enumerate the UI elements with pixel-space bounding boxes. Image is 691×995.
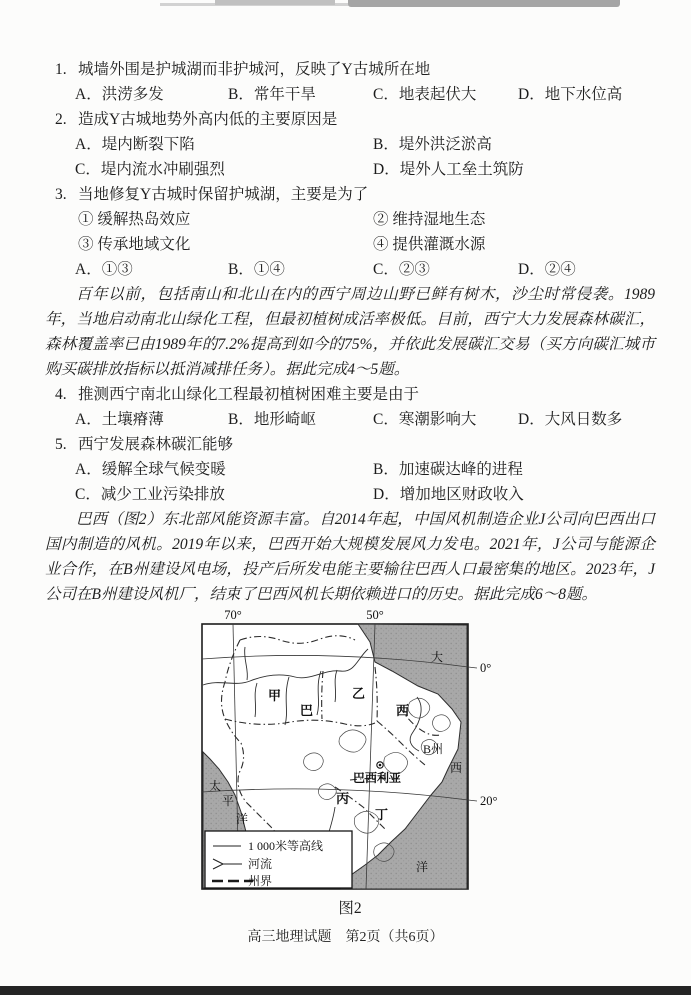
- question-1-stem: [55, 57, 655, 82]
- atlantic-char-1: 大: [431, 650, 444, 664]
- page-content: [45, 57, 655, 920]
- option-a: A．洪涝多发: [75, 86, 164, 103]
- question-5: [45, 432, 655, 507]
- question-3-subitems: [78, 207, 655, 257]
- pacific-char-3: 洋: [236, 812, 249, 826]
- region-bing-label: 丙: [336, 791, 350, 806]
- option-b: B．①④: [228, 261, 285, 278]
- state-b-label: B州: [423, 742, 444, 756]
- pacific-char-2: 平: [222, 794, 235, 808]
- atlantic-char-3: 洋: [416, 860, 429, 874]
- legend-contour-label: 1 000米等高线: [248, 839, 324, 853]
- region-jia-label: 甲: [268, 688, 282, 703]
- subitem-2: ② 维持湿地生态: [373, 211, 486, 228]
- lat-0-label: 0°: [480, 661, 492, 675]
- map-legend: [205, 831, 352, 888]
- question-4-options: [75, 407, 655, 432]
- question-1: [45, 57, 655, 107]
- option-b: B．地形崎岖: [228, 411, 316, 428]
- pacific-char-1: 太: [209, 779, 222, 793]
- option-d: D．堤外人工垒土筑防: [373, 161, 524, 178]
- country-ba-label: 巴: [300, 703, 314, 718]
- lon-70-label: 70°: [224, 608, 242, 622]
- country-xi-label: 西: [396, 703, 410, 718]
- option-d: D．②④: [518, 261, 576, 278]
- option-a: A．缓解全球气候变暖: [75, 461, 226, 478]
- scan-artifact-top: [215, 0, 335, 5]
- passage-xining: 百年以前，包括南山和北山在内的西宁周边山野已鲜有树木，沙尘时常侵袭。1989年，当地启动南北山绿化工程，但最初植树成活率极低。目前，西宁大力发展森林碳汇，森林覆盖率已由1989年的7.2%提高到如今的75%，并依此发展碳汇交易（买方向碳汇城市购买碳排放指标以抵消减排任务）。据此完成4～5题。: [45, 286, 655, 378]
- question-3: [45, 182, 655, 282]
- option-d: D．大风日数多: [518, 411, 623, 428]
- capital-label: 巴西利亚: [353, 771, 402, 785]
- lat-20-label: 20°: [480, 794, 498, 808]
- region-ding-label: 丁: [375, 807, 389, 822]
- passage-brazil: 巴西（图2）东北部风能资源丰富。自2014年起，中国风机制造企业J公司向巴西出口国内制造的风机。2019年以来，巴西开始大规模发展风力发电。2021年，J公司与能源企业合作，在B州建设风电场，投产后所发电能主要输往巴西人口最密集的地区。2023年，J公司在B州建设风机厂，结束了巴西风机长期依赖进口的历史。据此完成6～8题。: [45, 511, 655, 603]
- option-a: A．土壤瘠薄: [75, 411, 164, 428]
- legend-river-label: 河流: [248, 857, 273, 871]
- question-5-stem: [55, 432, 655, 457]
- question-3-text: 当地修复Y古城时保留护城湖，主要是为了: [78, 186, 369, 203]
- question-2-options: [75, 132, 655, 182]
- option-d: D．地下水位高: [518, 86, 623, 103]
- question-1-number: 1.: [55, 61, 67, 78]
- question-2-text: 造成Y古城地势外高内低的主要原因是: [78, 111, 338, 128]
- option-b: B．常年干旱: [228, 86, 316, 103]
- question-2-stem: [55, 107, 655, 132]
- question-5-number: 5.: [55, 436, 67, 453]
- atlantic-char-2: 西: [450, 761, 463, 775]
- question-1-options: [75, 82, 655, 107]
- option-a: A．堤内断裂下陷: [75, 136, 195, 153]
- capital-marker-dot: [379, 764, 382, 767]
- question-1-text: 城墙外围是护城湖而非护城河，反映了Y古城所在地: [78, 61, 431, 78]
- question-2-number: 2.: [55, 111, 67, 128]
- subitem-1: ① 缓解热岛效应: [78, 211, 191, 228]
- question-3-stem: [55, 182, 655, 207]
- option-c: C．②③: [373, 261, 430, 278]
- option-d: D．增加地区财政收入: [373, 486, 524, 503]
- subitem-4: ④ 提供灌溉水源: [373, 236, 486, 253]
- option-b: B．堤外洪泛淤高: [373, 136, 492, 153]
- scan-artifact-top: [348, 0, 620, 7]
- question-5-text: 西宁发展森林碳汇能够: [78, 436, 234, 453]
- brazil-map: [185, 607, 515, 899]
- option-b: B．加速碳达峰的进程: [373, 461, 523, 478]
- question-5-options: [75, 457, 655, 507]
- page-footer: 高三地理试题 第2页（共6页）: [247, 930, 444, 945]
- subitem-3: ③ 传承地域文化: [78, 236, 191, 253]
- question-4-text: 推测西宁南北山绿化工程最初植树困难主要是由于: [78, 386, 420, 403]
- question-4-number: 4.: [55, 386, 67, 403]
- option-c: C．减少工业污染排放: [75, 486, 225, 503]
- option-c: C．堤内流水冲刷强烈: [75, 161, 225, 178]
- lon-50-label: 50°: [366, 608, 384, 622]
- question-3-number: 3.: [55, 186, 67, 203]
- legend-state-label: 州界: [248, 874, 273, 888]
- figure-caption: 图2: [338, 900, 362, 917]
- figure-map-brazil: [185, 607, 515, 920]
- question-4: [45, 382, 655, 432]
- option-a: A．①③: [75, 261, 133, 278]
- option-c: C．寒潮影响大: [373, 411, 477, 428]
- option-c: C．地表起伏大: [373, 86, 477, 103]
- question-3-options: [75, 257, 655, 282]
- region-yi-label: 乙: [352, 686, 366, 701]
- scan-artifact-bottom: [0, 986, 691, 995]
- question-2: [45, 107, 655, 182]
- question-4-stem: [55, 382, 655, 407]
